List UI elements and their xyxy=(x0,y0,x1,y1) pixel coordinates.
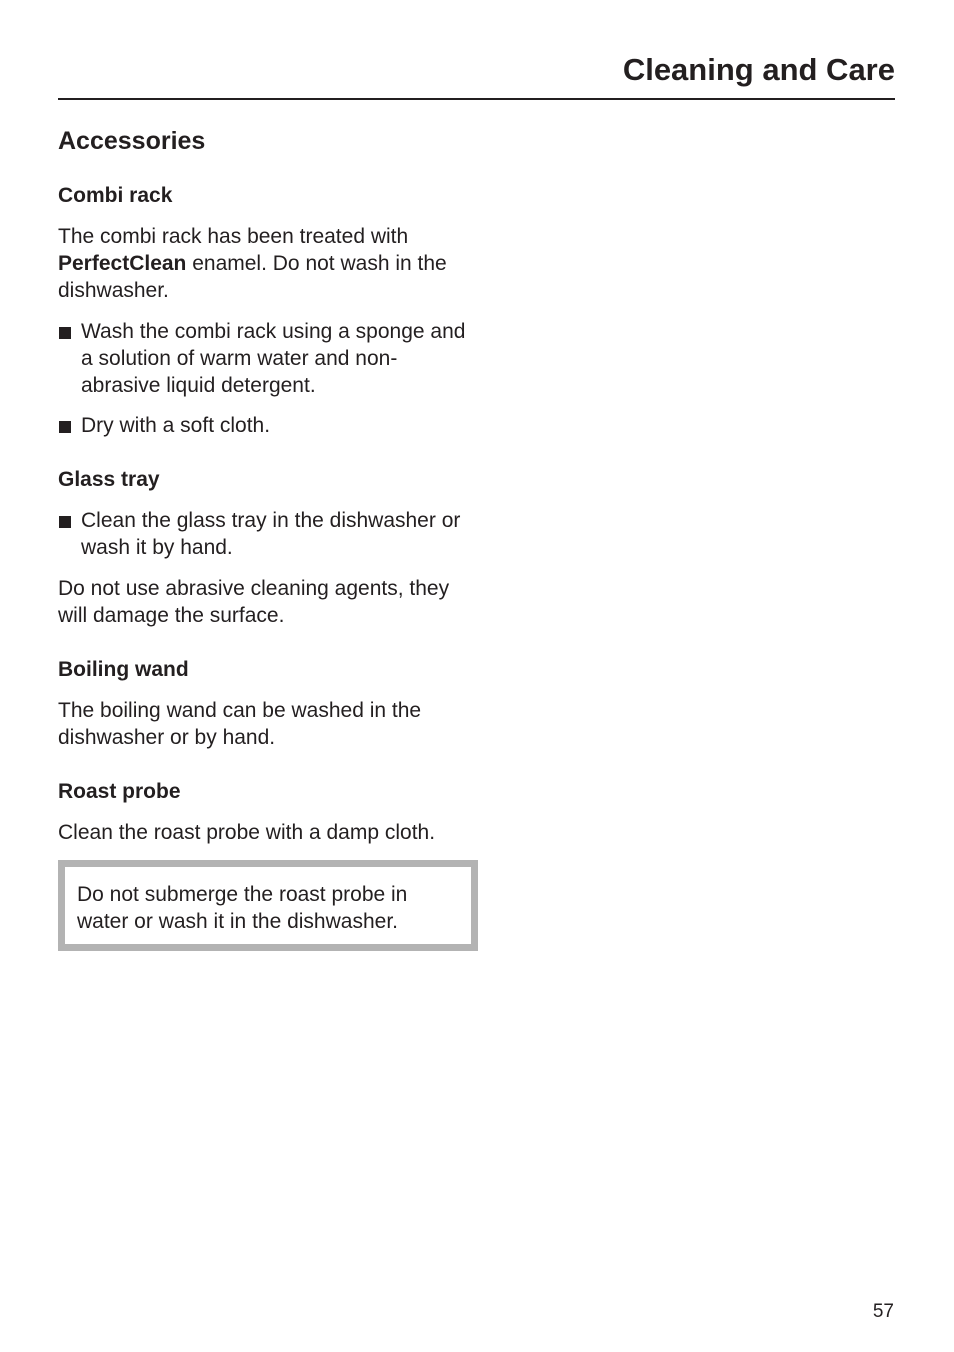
boiling-wand-text: The boiling wand can be washed in the dishwasher or by hand. xyxy=(58,699,422,749)
list-item xyxy=(58,507,468,561)
combi-rack-section xyxy=(58,182,468,439)
list-item-text: Dry with a soft cloth. xyxy=(81,414,271,437)
combi-rack-intro-text: The combi rack has been treated with xyxy=(58,225,409,248)
roast-probe-heading: Roast probe xyxy=(58,780,181,803)
glass-tray-section xyxy=(58,466,468,629)
combi-rack-heading: Combi rack xyxy=(58,184,173,207)
list-item xyxy=(58,412,468,439)
header-divider xyxy=(58,98,895,100)
square-bullet-icon xyxy=(59,516,71,528)
combi-rack-intro xyxy=(58,223,468,304)
square-bullet-icon xyxy=(59,421,71,433)
roast-probe-warning-box xyxy=(58,860,478,951)
square-bullet-icon xyxy=(59,327,71,339)
boiling-wand-section xyxy=(58,656,468,751)
content-column xyxy=(58,124,468,951)
glass-tray-note: Do not use abrasive cleaning agents, they will damage the surface. xyxy=(58,577,450,627)
glass-tray-heading: Glass tray xyxy=(58,468,160,491)
glass-tray-instructions xyxy=(58,507,468,561)
list-item-text: Clean the glass tray in the dishwasher or wash it by hand. xyxy=(81,509,461,559)
page-header-title: Cleaning and Care xyxy=(622,52,895,87)
list-item-text: Wash the combi rack using a sponge and a solution of warm water and non- abrasive liquid detergent. xyxy=(81,320,466,397)
list-item xyxy=(58,318,468,399)
roast-probe-section xyxy=(58,778,468,951)
roast-probe-text: Clean the roast probe with a damp cloth. xyxy=(58,821,436,844)
combi-rack-intro-text-end: enamel. Do not wash in the dishwasher. xyxy=(58,252,447,302)
boiling-wand-heading: Boiling wand xyxy=(58,658,189,681)
page-number: 57 xyxy=(872,1301,894,1322)
roast-probe-warning-text: Do not submerge the roast probe in water or wash it in the dishwasher. xyxy=(77,883,408,933)
combi-rack-instructions xyxy=(58,318,468,439)
section-title: Accessories xyxy=(58,127,206,155)
perfectclean-term: PerfectClean xyxy=(58,252,187,275)
